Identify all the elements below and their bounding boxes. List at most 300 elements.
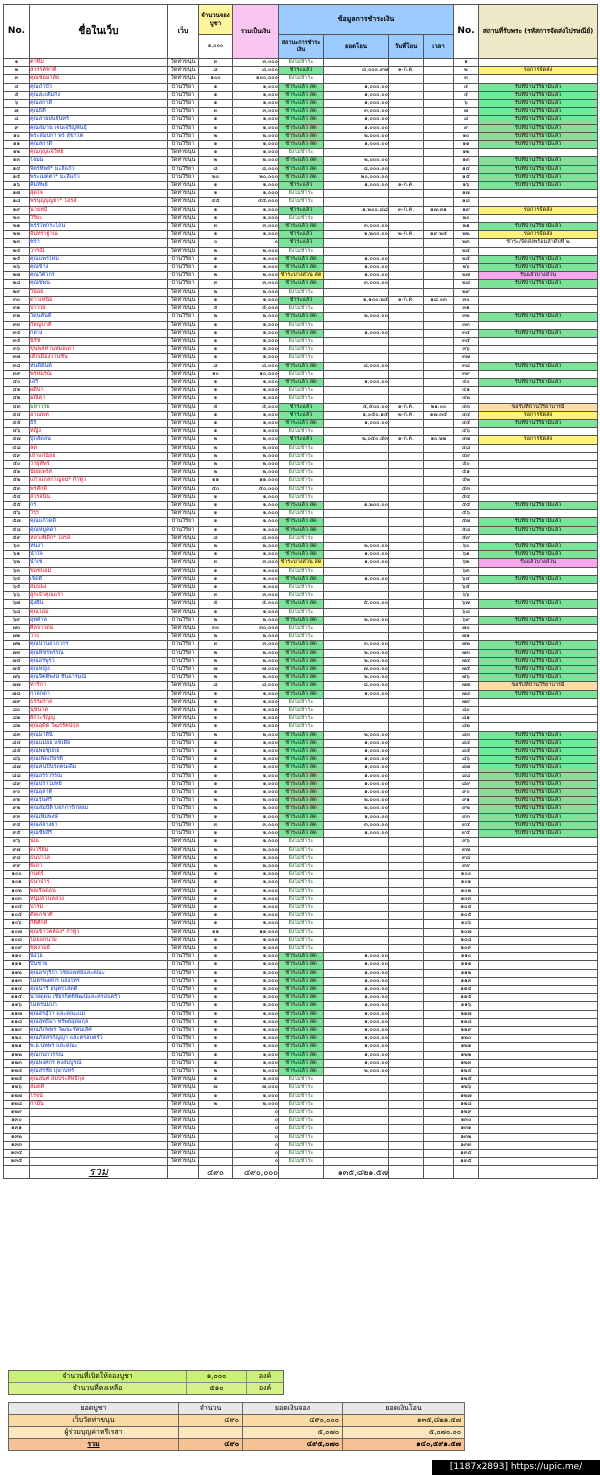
table-row xyxy=(4,239,598,247)
row-number-right: ๓ xyxy=(454,75,479,83)
table-row xyxy=(4,157,598,165)
row-number-right: ๕๙ xyxy=(454,534,479,542)
row-date xyxy=(389,1141,424,1149)
row-web: บ้านวีริยา xyxy=(168,1010,199,1018)
table-row xyxy=(4,272,598,280)
row-transfer xyxy=(324,387,389,395)
row-number: ๑๙ xyxy=(4,206,30,214)
row-number: ๔๙ xyxy=(4,452,30,460)
row-date xyxy=(389,91,424,99)
row-qty: ๑ xyxy=(199,961,233,969)
row-number: ๓๘ xyxy=(4,362,30,370)
row-time xyxy=(424,173,454,181)
row-time xyxy=(424,239,454,247)
table-row xyxy=(4,805,598,813)
row-number-right: ๕๗ xyxy=(454,518,479,526)
row-pay-status: ชำระแล้ว สด xyxy=(279,985,324,993)
row-total: ๒,๐๐๐ xyxy=(233,731,279,739)
row-number: ๕๗ xyxy=(4,518,30,526)
row-number: ๑๒๐ xyxy=(4,1035,30,1043)
row-number-right: ๘๑ xyxy=(454,715,479,723)
row-name: สวรรค์ชาติ xyxy=(30,67,168,75)
row-qty: ๑ xyxy=(199,1092,233,1100)
row-number: ๙๒ xyxy=(4,805,30,813)
row-transfer: ๒,๐๐๐.๐๐ xyxy=(324,1067,389,1075)
row-web: บ้านวีริยา xyxy=(168,518,199,526)
row-number: ๓๔ xyxy=(4,329,30,337)
row-web: วัดท่าขนุน xyxy=(168,600,199,608)
row-web: วัดท่าขนุน xyxy=(168,920,199,928)
row-pay-status: ชำระแล้ว สด xyxy=(279,1010,324,1018)
row-number: ๑๒๑ xyxy=(4,1043,30,1051)
row-name: หนงา xyxy=(30,542,168,550)
row-pay-status: ชำระแล้ว สด xyxy=(279,264,324,272)
row-pay-status: ยังไม่ชำระ xyxy=(279,1076,324,1084)
row-total: ๗,๐๐๐ xyxy=(233,666,279,674)
row-number: ๔๐ xyxy=(4,378,30,386)
row-time xyxy=(424,985,454,993)
row-number-right: ๑๐๒ xyxy=(454,887,479,895)
row-number: ๑๓๒ xyxy=(4,1133,30,1141)
row-total: ๗,๐๐๐ xyxy=(233,1084,279,1092)
table-row xyxy=(4,231,598,239)
row-time xyxy=(424,108,454,116)
row-number-right: ๗๗ xyxy=(454,682,479,690)
table-row xyxy=(4,953,598,961)
row-number: ๑๐๙ xyxy=(4,944,30,952)
row-status xyxy=(479,247,598,255)
row-time: ๑๘.๐๓ xyxy=(424,296,454,304)
row-total: ๑,๐๐๐ xyxy=(233,969,279,977)
row-time xyxy=(424,132,454,140)
row-status: รับที่บ้านวีริยามีแล้ว xyxy=(479,690,598,698)
row-pay-status: ชำระแล้ว สด xyxy=(279,821,324,829)
row-transfer xyxy=(324,887,389,895)
row-web: บ้านวีริยา xyxy=(168,1059,199,1067)
row-number-right: ๗๖ xyxy=(454,674,479,682)
row-number-right: ๕๘ xyxy=(454,526,479,534)
row-time xyxy=(424,428,454,436)
row-number: ๑๑๒ xyxy=(4,969,30,977)
row-qty: ๑ xyxy=(199,124,233,132)
row-name: อุทศาล xyxy=(30,616,168,624)
row-time xyxy=(424,944,454,952)
row-status: รับที่บ้านวีริยามีแล้ว xyxy=(479,165,598,173)
row-transfer: ๑,๒๐๐.๐๐ xyxy=(324,501,389,509)
row-date xyxy=(389,1100,424,1108)
row-name: ปุ๊กลัดลน xyxy=(30,436,168,444)
table-row xyxy=(4,871,598,879)
row-total: ๑,๐๐๐ xyxy=(233,378,279,386)
row-name: คุณพ่อชุปกย xyxy=(30,748,168,756)
row-qty: ๑ xyxy=(199,551,233,559)
row-total: ๐ xyxy=(233,1141,279,1149)
row-transfer xyxy=(324,214,389,222)
row-status xyxy=(479,633,598,641)
row-qty: ๒ xyxy=(199,649,233,657)
row-qty: ๑ xyxy=(199,789,233,797)
row-number: ๓๕ xyxy=(4,337,30,345)
row-pay-status: ชำระแล้ว xyxy=(279,403,324,411)
row-number: ๘๑ xyxy=(4,715,30,723)
table-row xyxy=(4,846,598,854)
row-total: ๒,๐๐๐ xyxy=(233,444,279,452)
row-name: คุณข้าง xyxy=(30,264,168,272)
row-qty xyxy=(199,1109,233,1117)
row-status: รับที่บ้านวีริยามีแล้ว xyxy=(479,821,598,829)
row-number: ๒๑ xyxy=(4,223,30,231)
table-row xyxy=(4,616,598,624)
row-total: ๑,๐๐๐ xyxy=(233,723,279,731)
row-date xyxy=(389,666,424,674)
row-qty xyxy=(199,1141,233,1149)
row-time xyxy=(424,1117,454,1125)
row-status: รับที่บ้านวีริยามีแล้ว xyxy=(479,641,598,649)
row-qty: ๑ xyxy=(199,944,233,952)
row-transfer xyxy=(324,59,389,67)
row-web: วัดท่าขนุน xyxy=(168,395,199,403)
row-transfer xyxy=(324,452,389,460)
row-pay-status: ยังไม่ชำระ xyxy=(279,149,324,157)
row-web: วัดท่าขนุน xyxy=(168,682,199,690)
row-number-right: ๑๐๘ xyxy=(454,936,479,944)
table-row xyxy=(4,1158,598,1166)
row-number: ๑๕ xyxy=(4,173,30,181)
row-status: รับที่บ้านวีริยามีแล้ว xyxy=(479,83,598,91)
row-pay-status: ชำระแล้ว xyxy=(279,436,324,444)
row-number: ๑๓ xyxy=(4,157,30,165)
row-total: ๑,๐๐๐ xyxy=(233,346,279,354)
row-qty: ๑ xyxy=(199,1026,233,1034)
row-web: วัดท่าขนุน xyxy=(168,469,199,477)
row-qty: ๑ xyxy=(199,953,233,961)
header-date: วันที่โอน xyxy=(389,35,424,59)
row-pay-status: ยังไม่ชำระ xyxy=(279,1125,324,1133)
row-qty: ๓ xyxy=(199,821,233,829)
row-name xyxy=(30,1158,168,1166)
row-total: ๑,๐๐๐ xyxy=(233,575,279,583)
row-qty: ๑ xyxy=(199,493,233,501)
row-date xyxy=(389,501,424,509)
table-row xyxy=(4,633,598,641)
row-web: วัดท่าขนุน xyxy=(168,403,199,411)
row-status xyxy=(479,854,598,862)
row-transfer xyxy=(324,354,389,362)
row-status xyxy=(479,961,598,969)
row-web: วัดท่าขนุน xyxy=(168,378,199,386)
row-time xyxy=(424,698,454,706)
row-name: ธีร์ xyxy=(30,419,168,427)
row-qty: ๑ xyxy=(199,567,233,575)
row-number-right: ๑๑๒ xyxy=(454,969,479,977)
row-date xyxy=(389,100,424,108)
row-total: ๑,๐๐๐ xyxy=(233,1076,279,1084)
row-transfer xyxy=(324,1133,389,1141)
row-qty: ๒ xyxy=(199,797,233,805)
row-total: ๑,๐๐๐ xyxy=(233,214,279,222)
row-pay-status: ชำระแล้ว สด xyxy=(279,157,324,165)
row-web: วัดท่าขนุน xyxy=(168,419,199,427)
row-number: ๑๒๓ xyxy=(4,1059,30,1067)
row-date xyxy=(389,633,424,641)
row-status: รับที่บ้านวีริยามีแล้ว xyxy=(479,780,598,788)
row-web: วัดท่าขนุน xyxy=(168,559,199,567)
row-qty: ๑ xyxy=(199,264,233,272)
row-transfer xyxy=(324,477,389,485)
table-row xyxy=(4,206,598,214)
row-qty: ๕ xyxy=(199,403,233,411)
totals-row xyxy=(4,1166,598,1179)
row-number: ๔๒ xyxy=(4,395,30,403)
row-number-right: ๖๐ xyxy=(454,542,479,550)
header-no: No. xyxy=(4,5,30,59)
row-total: ๒,๐๐๐ xyxy=(233,805,279,813)
row-qty: ๑ xyxy=(199,411,233,419)
table-row xyxy=(4,444,598,452)
row-time xyxy=(424,780,454,788)
table-row xyxy=(4,1010,598,1018)
row-total: ๒,๐๐๐ xyxy=(233,157,279,165)
row-date xyxy=(389,780,424,788)
row-date xyxy=(389,575,424,583)
row-web: บ้านวีริยา xyxy=(168,165,199,173)
summary-head-1: จำนวน xyxy=(179,1403,243,1415)
row-total: ๑,๐๐๐ xyxy=(233,296,279,304)
row-name: พรรไพ่กระโถน xyxy=(30,223,168,231)
row-transfer: ๑,๐๐๐.๐๐ xyxy=(324,329,389,337)
row-pay-status: ยังไม่ชำระ xyxy=(279,59,324,67)
row-date xyxy=(389,378,424,386)
table-row xyxy=(4,813,598,821)
row-name: ก่ามัน xyxy=(30,1100,168,1108)
row-time xyxy=(424,223,454,231)
row-number-right: ๔ xyxy=(454,83,479,91)
row-date xyxy=(389,682,424,690)
row-qty: ๑ xyxy=(199,419,233,427)
summary-head-3: ยอดเงินโอน xyxy=(343,1403,465,1415)
row-status: รับที่บ้านวีริยามีแล้ว xyxy=(479,518,598,526)
row-qty: ๑ xyxy=(199,214,233,222)
row-date xyxy=(389,551,424,559)
row-date xyxy=(389,444,424,452)
totals-qty: ๔๙๐ xyxy=(199,1166,233,1179)
row-number: ๓๙ xyxy=(4,370,30,378)
row-number-right: ๑๓๐ xyxy=(454,1117,479,1125)
row-transfer: ๗,๐๐๐.๐๐ xyxy=(324,666,389,674)
row-transfer: ๑,๐๐๐.๐๐ xyxy=(324,1026,389,1034)
row-transfer xyxy=(324,305,389,313)
table-row xyxy=(4,91,598,99)
table-row xyxy=(4,985,598,993)
row-number: ๑๑๖ xyxy=(4,1002,30,1010)
row-name: คุณอรพูรว xyxy=(30,657,168,665)
table-row xyxy=(4,198,598,206)
row-qty: ๒ xyxy=(199,542,233,550)
row-number-right: ๕๐ xyxy=(454,460,479,468)
table-row xyxy=(4,756,598,764)
row-number-right: ๒๔ xyxy=(454,247,479,255)
row-time xyxy=(424,329,454,337)
table-row xyxy=(4,608,598,616)
row-date xyxy=(389,1117,424,1125)
row-total: ๑๐,๐๐๐ xyxy=(233,370,279,378)
row-pay-status: ยังไม่ชำระ xyxy=(279,1150,324,1158)
row-number: ๑๑๔ xyxy=(4,985,30,993)
row-total: ๑,๐๐๐ xyxy=(233,756,279,764)
row-qty: ๒ xyxy=(199,633,233,641)
row-date xyxy=(389,1051,424,1059)
table-row xyxy=(4,625,598,633)
row-pay-status: ชำระแล้ว สด xyxy=(279,255,324,263)
row-status xyxy=(479,903,598,911)
row-date xyxy=(389,928,424,936)
table-row xyxy=(4,838,598,846)
summary-cell: ๔๙๕,๐๗๐ xyxy=(243,1439,343,1451)
row-number-right: ๓๐ xyxy=(454,296,479,304)
row-transfer xyxy=(324,1125,389,1133)
row-qty xyxy=(199,1158,233,1166)
row-number-right: ๑๒๙ xyxy=(454,1109,479,1117)
row-name xyxy=(30,1150,168,1158)
row-web: บ้านวีริยา xyxy=(168,616,199,624)
row-web: วัดท่าขนุน xyxy=(168,493,199,501)
table-row xyxy=(4,854,598,862)
row-number-right: ๓๒ xyxy=(454,313,479,321)
row-pay-status: ยังไม่ชำระ xyxy=(279,1141,324,1149)
row-number-right: ๒๓ xyxy=(454,239,479,247)
row-web: บ้านวีริยา xyxy=(168,100,199,108)
row-web: บ้านวีริยา xyxy=(168,272,199,280)
row-date xyxy=(389,149,424,157)
row-qty: ๘ xyxy=(199,534,233,542)
reserve-left-row xyxy=(9,1382,283,1394)
row-transfer: ๒,๐๐๐.๐๐ xyxy=(324,657,389,665)
row-number: ๘๓ xyxy=(4,731,30,739)
row-pay-status: ชำระแล้ว สด xyxy=(279,616,324,624)
summary-head-0: ยอดบูชา xyxy=(9,1403,179,1415)
row-name: นิรัช xyxy=(30,337,168,345)
row-total: ๓,๐๐๐ xyxy=(233,592,279,600)
row-name: คุณหญ้ง xyxy=(30,666,168,674)
row-time xyxy=(424,854,454,862)
row-status xyxy=(479,1035,598,1043)
row-total: ๑,๐๐๐ xyxy=(233,387,279,395)
table-row xyxy=(4,584,598,592)
row-date xyxy=(389,370,424,378)
row-pay-status: ยังไม่ชำระ xyxy=(279,493,324,501)
row-qty: ๓ xyxy=(199,280,233,288)
table-row xyxy=(4,977,598,985)
row-date xyxy=(389,698,424,706)
row-status: รอการจัดส่ง xyxy=(479,436,598,444)
row-date xyxy=(389,723,424,731)
row-total: ๕,๐๐๐ xyxy=(233,403,279,411)
row-web: วัดท่าขนุน xyxy=(168,305,199,313)
row-web: บ้านวีริยา xyxy=(168,780,199,788)
row-total: ๐ xyxy=(233,1109,279,1117)
row-number-right: ๙๖ xyxy=(454,838,479,846)
row-time xyxy=(424,313,454,321)
row-qty: ๑ xyxy=(199,830,233,838)
header-time: เวลา xyxy=(424,35,454,59)
row-transfer xyxy=(324,1084,389,1092)
row-number-right: ๓๙ xyxy=(454,370,479,378)
row-total: ๑๑,๐๐๐ xyxy=(233,477,279,485)
row-time xyxy=(424,83,454,91)
row-total: ๑,๐๐๐ xyxy=(233,838,279,846)
row-number: ๘๙ xyxy=(4,780,30,788)
row-time xyxy=(424,723,454,731)
row-number: ๘๒ xyxy=(4,723,30,731)
row-number: ๖๖ xyxy=(4,592,30,600)
row-name: ไม่ออกนาม xyxy=(30,936,168,944)
row-pay-status: ยังไม่ชำระ xyxy=(279,198,324,206)
row-status xyxy=(479,485,598,493)
row-pay-status: ชำระแล้ว สด xyxy=(279,953,324,961)
row-name: ดีดเกชาติ xyxy=(30,912,168,920)
row-pay-status: ชำระแล้ว สด xyxy=(279,1018,324,1026)
row-qty: ๑ xyxy=(199,510,233,518)
table-row xyxy=(4,1035,598,1043)
row-transfer xyxy=(324,346,389,354)
row-time xyxy=(424,1076,454,1084)
row-pay-status: ชำระแล้ว xyxy=(279,182,324,190)
row-status: รับที่บ้านวีริยามีแล้ว xyxy=(479,830,598,838)
row-number: ๔๖ xyxy=(4,428,30,436)
row-number-right: ๙๔ xyxy=(454,821,479,829)
row-date xyxy=(389,387,424,395)
row-total: ๐ xyxy=(233,1125,279,1133)
row-total: ๓,๐๐๐ xyxy=(233,223,279,231)
row-status: รับที่บ้านวีริยามีแล้ว xyxy=(479,182,598,190)
row-total: ๑,๐๐๐ xyxy=(233,977,279,985)
row-qty: ๑ xyxy=(199,715,233,723)
row-total: ๑,๐๐๐ xyxy=(233,772,279,780)
row-number: ๑๓๔ xyxy=(4,1150,30,1158)
row-web: บ้านวีริยา xyxy=(168,830,199,838)
row-time xyxy=(424,378,454,386)
row-number-right: ๑๒๐ xyxy=(454,1035,479,1043)
row-total: ๐ xyxy=(233,1150,279,1158)
row-web: วัดท่าขนุน xyxy=(168,477,199,485)
row-qty: ๒ xyxy=(199,862,233,870)
row-name: นายดุดม เชียรกิตติพัฒน์และครอบครัว xyxy=(30,994,168,1002)
row-number-right: ๑๒๓ xyxy=(454,1059,479,1067)
row-name: ไมตรพงศกร แสงไทร xyxy=(30,977,168,985)
row-name: พรศักดิ์ xyxy=(30,485,168,493)
row-transfer xyxy=(324,723,389,731)
row-total: ๑,๐๐๐ xyxy=(233,1018,279,1026)
row-pay-status: ชำระแล้ว สด xyxy=(279,124,324,132)
row-number: ๑๒๗ xyxy=(4,1092,30,1100)
row-number-right: ๖๖ xyxy=(454,592,479,600)
row-web: บ้านวีริยา xyxy=(168,797,199,805)
row-transfer xyxy=(324,879,389,887)
row-qty: ๑ xyxy=(199,723,233,731)
row-number: ๒๕ xyxy=(4,255,30,263)
row-pay-status: ยังไม่ชำระ xyxy=(279,75,324,83)
row-transfer: ๑,๑๐๐.๒๕ xyxy=(324,296,389,304)
row-total: ๑,๐๐๐ xyxy=(233,584,279,592)
row-number-right: ๙๑ xyxy=(454,797,479,805)
row-status: รับแล้วบางส่วน xyxy=(479,559,598,567)
row-number: ๑๓๐ xyxy=(4,1117,30,1125)
row-transfer xyxy=(324,625,389,633)
row-pay-status: ชำระแล้ว สด xyxy=(279,223,324,231)
row-transfer: ๒,๐๐๐.๐๐ xyxy=(324,797,389,805)
table-row xyxy=(4,764,598,772)
table-row xyxy=(4,830,598,838)
